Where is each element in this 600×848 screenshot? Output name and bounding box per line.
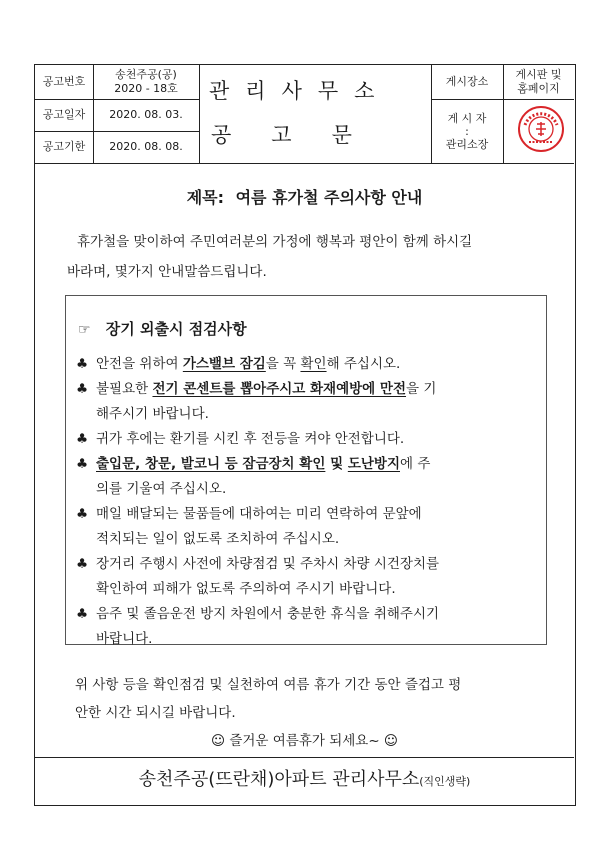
club-bullet-icon: ♣ <box>76 381 89 397</box>
post-place-line1: 게시판 및 <box>515 68 562 81</box>
notice-subject <box>35 185 574 208</box>
intro-paragraph <box>67 227 557 287</box>
list-item: ♣ 불필요한 전기 콘센트를 뽑아주시고 화재예방에 만전을 기 해주시기 바랍니다. <box>76 377 538 427</box>
club-bullet-icon: ♣ <box>76 506 89 522</box>
outro-line-2: 안한 시간 되시길 바랍니다. <box>75 705 236 721</box>
notice-date-label: 공고일자 <box>42 108 86 121</box>
notice-header-table <box>35 65 574 164</box>
notice-period-label: 공고기한 <box>42 140 86 153</box>
club-bullet-icon: ♣ <box>76 356 89 372</box>
notice-frame <box>34 64 576 806</box>
notice-no-value <box>93 65 199 99</box>
checklist-heading-text: 장기 외출시 점검사항 <box>105 320 247 338</box>
notice-period-value: 2020. 08. 08. <box>109 140 183 153</box>
signature-text: 송천주공(뜨란채)아파트 관리사무소 <box>138 769 420 790</box>
pointing-hand-icon: ☞ <box>78 322 91 338</box>
poster <box>431 99 503 163</box>
office-title: 관리사무소 <box>209 79 391 103</box>
checklist-items <box>76 352 538 652</box>
signature-divider <box>35 757 574 758</box>
poster-colon: : <box>465 124 469 138</box>
official-seal-icon <box>517 105 565 153</box>
post-place-label: 게시장소 <box>445 75 489 88</box>
intro-line-2: 바라며, 몇가지 안내말씀드립니다. <box>67 264 267 280</box>
list-item: ♣ 출입문, 창문, 발코니 등 잠금장치 확인 및 도난방지에 주 의를 기울여 주십시오. <box>76 452 538 502</box>
club-bullet-icon: ♣ <box>76 456 89 472</box>
list-item: ♣ 귀가 후에는 환기를 시킨 후 전등을 켜야 안전합니다. <box>76 427 538 452</box>
club-bullet-icon: ♣ <box>76 606 89 622</box>
closing-greeting: ☺ 즐거운 여름휴가 되세요~ ☺ <box>210 733 399 749</box>
notice-no-value-line1: 송천주공(공) <box>115 68 177 81</box>
notice-no-value-line2: 2020 - 18호 <box>114 82 178 95</box>
list-item: ♣ 음주 및 졸음운전 방지 차원에서 충분한 휴식을 취해주시기 바랍니다. <box>76 602 538 652</box>
post-place-value <box>503 65 574 99</box>
list-item: ♣ 매일 배달되는 물품들에 대하여는 미리 연락하여 문앞에 적치되는 일이 없도록 조치하여 주십시오. <box>76 502 538 552</box>
intro-line-1: 휴가철을 맞이하여 주민여러분의 가정에 행복과 평안이 함께 하시길 <box>77 234 473 250</box>
subject-prefix: 제목: <box>186 188 224 207</box>
club-bullet-icon: ♣ <box>76 431 89 447</box>
club-bullet-icon: ♣ <box>76 556 89 572</box>
post-place-line2: 홈페이지 <box>517 82 560 95</box>
checklist-box <box>65 295 547 645</box>
poster-value: 관리소장 <box>445 137 489 151</box>
notice-no-label: 공고번호 <box>42 75 86 88</box>
outro-paragraph <box>75 671 555 727</box>
notice-date-value: 2020. 08. 03. <box>109 108 183 121</box>
signature-note: (직인생략) <box>419 775 471 788</box>
outro-line-1: 위 사항 등을 확인점검 및 실천하여 여름 휴가 기간 동안 즐겁고 평 <box>75 677 462 693</box>
notice-title: 공고문 <box>211 123 392 147</box>
poster-label: 게 시 자 <box>447 111 487 125</box>
list-item: ♣ 장거리 주행시 사전에 차량점검 및 주차시 차량 시건장치를 확인하여 피해가 없도록 주의하여 주시기 바랍니다. <box>76 552 538 602</box>
list-item: ♣ 안전을 위하여 가스밸브 잠김을 꼭 확인해 주십시오. <box>76 352 538 377</box>
signature-block <box>35 765 574 791</box>
subject-text: 여름 휴가철 주의사항 안내 <box>235 188 423 207</box>
checklist-heading <box>78 318 247 339</box>
